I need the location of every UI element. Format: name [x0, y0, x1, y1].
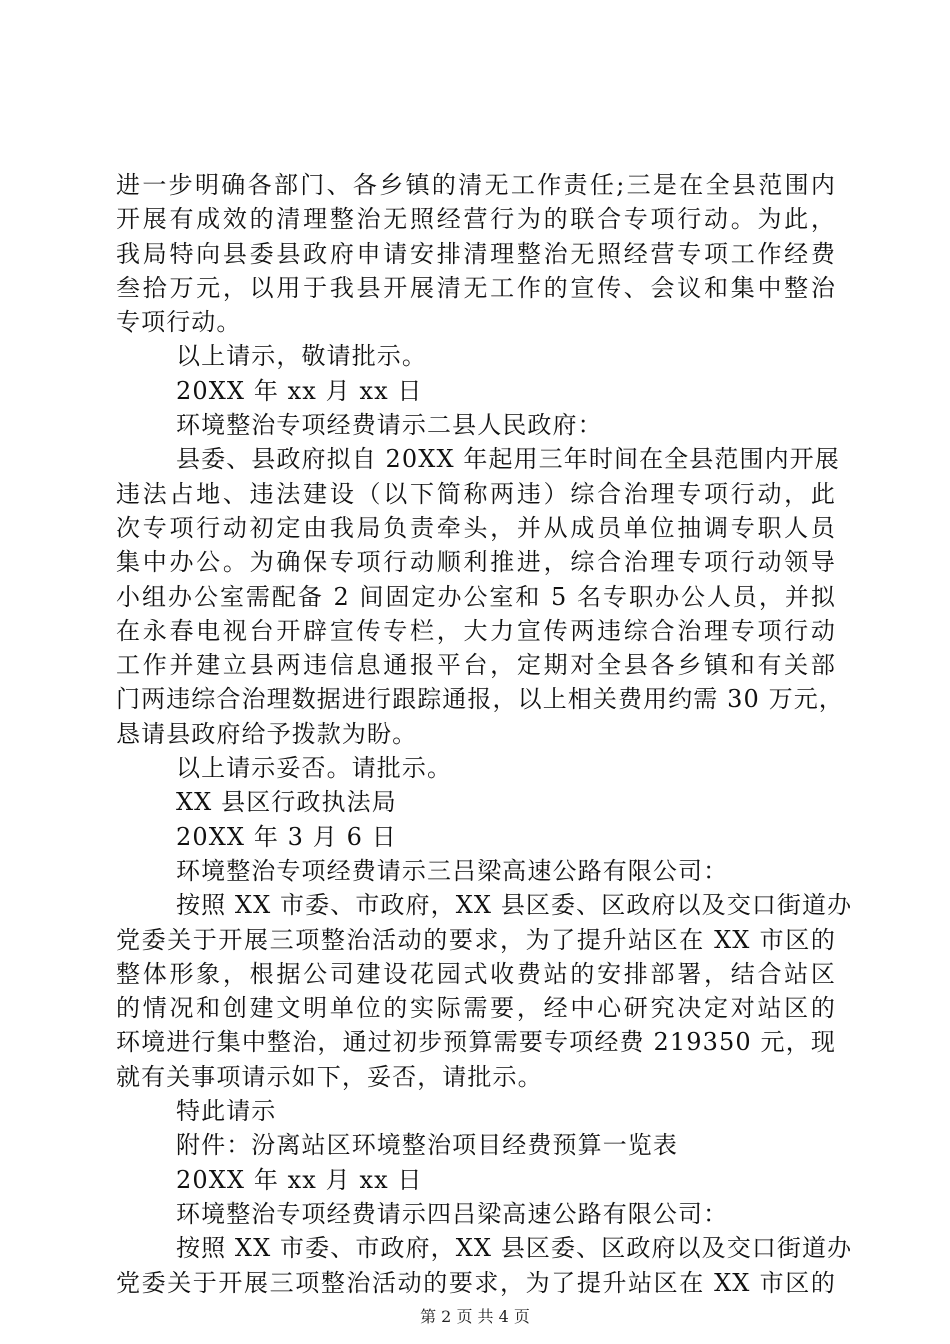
text-line: 环境整治专项经费请示三吕梁高速公路有限公司：: [176, 856, 729, 885]
text-line: 叁拾万元，以用于我县开展清无工作的宣传、会议和集中整治: [116, 273, 836, 302]
text-line: 进一步明确各部门、各乡镇的清无工作责任;三是在全县范围内: [116, 171, 836, 199]
text-line: 小组办公室需配备 2 间固定办公室和 5 名专职办公人员，并拟: [116, 582, 836, 611]
text-line: 我局特向县委县政府申请安排清理整治无照经营专项工作经费: [116, 239, 836, 268]
text-line: 在永春电视台开辟宣传专栏，大力宣传两违综合治理专项行动: [116, 616, 836, 645]
text-line: 按照 XX 市委、市政府，XX 县区委、区政府以及交口街道办: [176, 1234, 853, 1263]
text-line: 恳请县政府给予拨款为盼。: [116, 719, 418, 748]
text-line: 环境整治专项经费请示二县人民政府：: [176, 411, 603, 440]
text-line: 就有关事项请示如下，妥否，请批示。: [116, 1062, 543, 1091]
text-line: 工作并建立县两违信息通报平台，定期对全县各乡镇和有关部: [116, 651, 836, 680]
text-line: 开展有成效的清理整治无照经营行为的联合专项行动。为此，: [116, 205, 836, 234]
text-line: 县委、县政府拟自 20XX 年起用三年时间在全县范围内开展: [176, 445, 840, 474]
text-line: 附件：汾离站区环境整治项目经费预算一览表: [176, 1131, 678, 1160]
text-line: 环境进行集中整治，通过初步预算需要专项经费 219350 元，现: [116, 1028, 836, 1057]
text-line: 党委关于开展三项整治活动的要求，为了提升站区在 XX 市区的: [116, 925, 836, 954]
text-line: 的情况和创建文明单位的实际需要，经中心研究决定对站区的: [116, 994, 836, 1023]
page-footer: 第 2 页 共 4 页: [420, 1307, 530, 1326]
text-line: 门两违综合治理数据进行跟踪通报，以上相关费用约需 30 万元，: [116, 685, 844, 714]
text-line: 环境整治专项经费请示四吕梁高速公路有限公司：: [176, 1199, 729, 1228]
text-line: 20XX 年 3 月 6 日: [176, 822, 397, 851]
text-line: 次专项行动初定由我局负责牵头，并从成员单位抽调专职人员: [116, 513, 836, 542]
text-line: 特此请示: [176, 1097, 277, 1126]
text-line: 集中办公。为确保专项行动顺利推进，综合治理专项行动领导: [116, 548, 836, 577]
text-line: 20XX 年 xx 月 xx 日: [176, 1165, 423, 1194]
text-line: 违法占地、违法建设（以下简称两违）综合治理专项行动，此: [116, 479, 836, 508]
text-line: 党委关于开展三项整治活动的要求，为了提升站区在 XX 市区的: [116, 1268, 836, 1297]
text-line: XX 县区行政执法局: [176, 788, 397, 817]
text-line: 20XX 年 xx 月 xx 日: [176, 376, 423, 405]
text-line: 整体形象，根据公司建设花园式收费站的安排部署，结合站区: [116, 959, 836, 988]
text-line: 专项行动。: [116, 308, 242, 337]
text-line: 以上请示，敬请批示。: [176, 342, 427, 371]
text-line: 按照 XX 市委、市政府，XX 县区委、区政府以及交口街道办: [176, 891, 853, 920]
text-line: 以上请示妥否。请批示。: [176, 754, 453, 783]
document-body: [116, 168, 853, 1300]
